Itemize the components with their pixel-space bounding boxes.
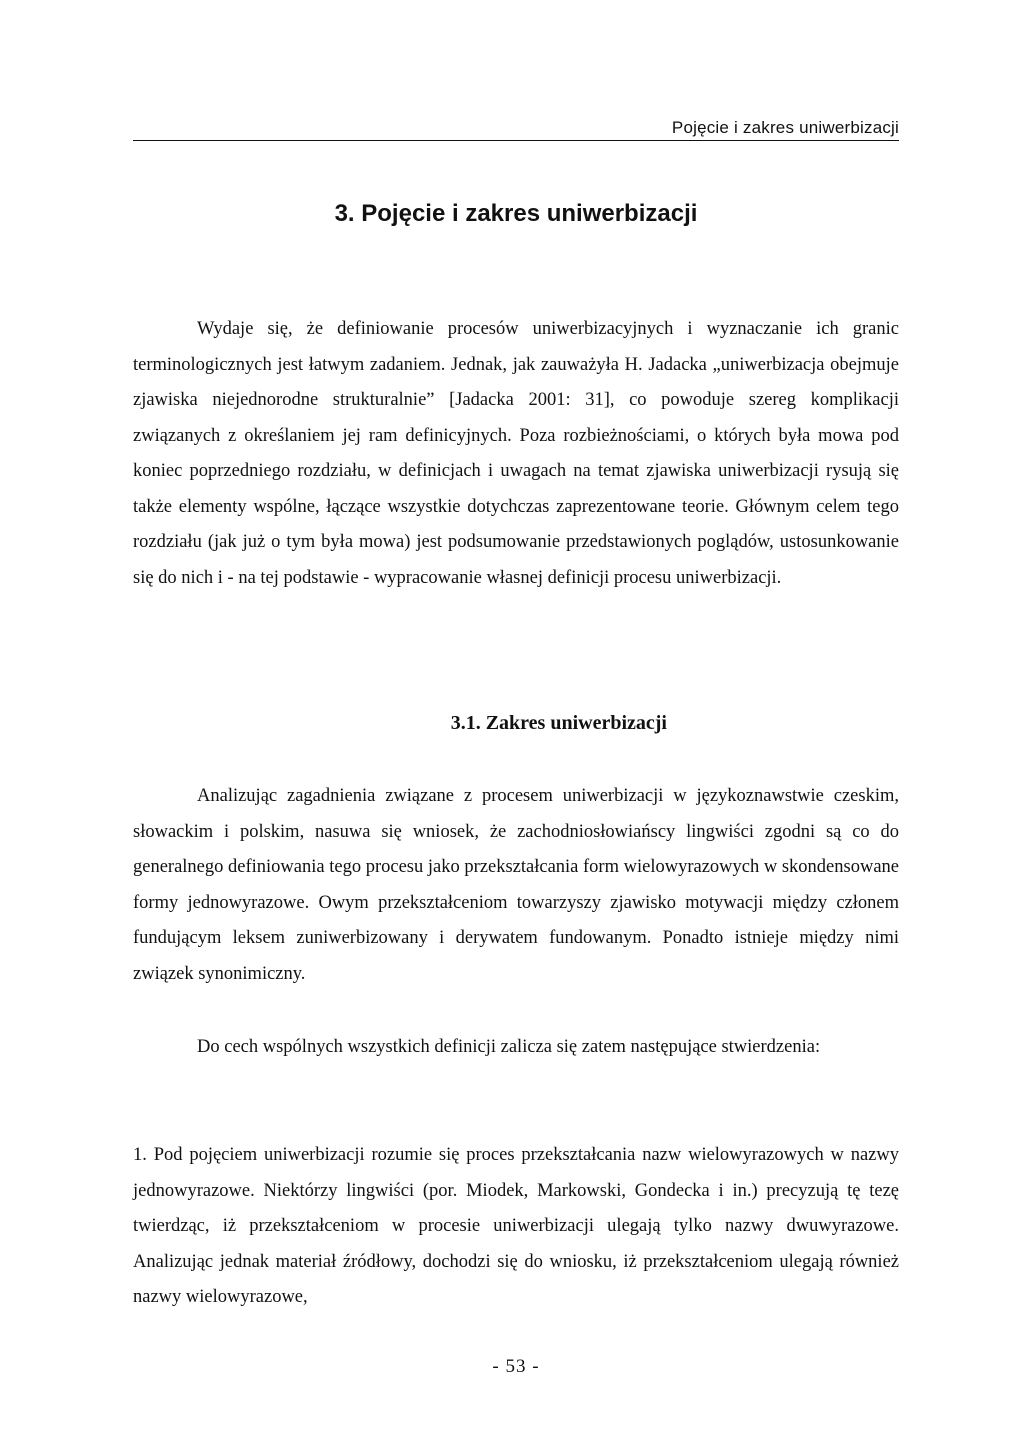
page-number: - 53 - [492, 1356, 540, 1377]
paragraph-point-1: 1. Pod pojęciem uniwerbizacji rozumie się proces przekształcania nazw wielowyrazowych w nazwy jednowyrazowe. Niektórzy lingwiści (por. Miodek, Markowski, Gondecka i in.) precyzują tę tezę twierdząc, iż przekształceniom w procesie uniwerbizacji ulegają tylko nazwy dwuwyrazowe. Analizując jednak materiał źródłowy, dochodzi się do wniosku, iż przekształceniom ulegają również nazwy wielowyrazowe, [133, 1145, 899, 1307]
running-header: Pojęcie i zakres uniwerbizacji [133, 118, 899, 141]
section-title: 3.1. Zakres uniwerbizacji [450, 712, 667, 734]
chapter-title: 3. Pojęcie i zakres uniwerbizacji [334, 200, 698, 227]
paragraph-section-intro: Analizując zagadnienia związane z procesem uniwerbizacji w językoznawstwie czeskim, słowackim i polskim, nasuwa się wniosek, że zachodniosłowiańscy lingwiści zgodni są co do generalnego definiowania tego procesu jako przekształcania form wielowyrazowych w skondensowane formy jednowyrazowe. Owym przekształceniom towarzyszy zjawisko motywacji między członem fundującym leksem zuniwerbizowany i derywatem fundowanym. Ponadto istnieje między nimi związek synonimiczny. [133, 786, 899, 984]
paragraph-common-features: Do cech wspólnych wszystkich definicji zalicza się zatem następujące stwierdzenia: [197, 1037, 821, 1057]
paragraph-intro: Wydaje się, że definiowanie procesów uniwerbizacyjnych i wyznaczanie ich granic terminologicznych jest łatwym zadaniem. Jednak, jak zauważyła H. Jadacka „uniwerbizacja obejmuje zjawiska niejednorodne strukturalnie” [Jadacka 2001: 31], co powoduje szereg komplikacji związanych z określaniem jej ram definicyjnych. Poza rozbieżnościami, o których była mowa pod koniec poprzedniego rozdziału, w definicjach i uwagach na temat zjawiska uniwerbizacji rysują się także elementy wspólne, łączące wszystkie dotychczas zaprezentowane teorie. Głównym celem tego rozdziału (jak już o tym była mowa) jest podsumowanie przedstawionych poglądów, ustosunkowanie się do nich i - na tej podstawie - wypracowanie własnej definicji procesu uniwerbizacji. [133, 319, 899, 588]
